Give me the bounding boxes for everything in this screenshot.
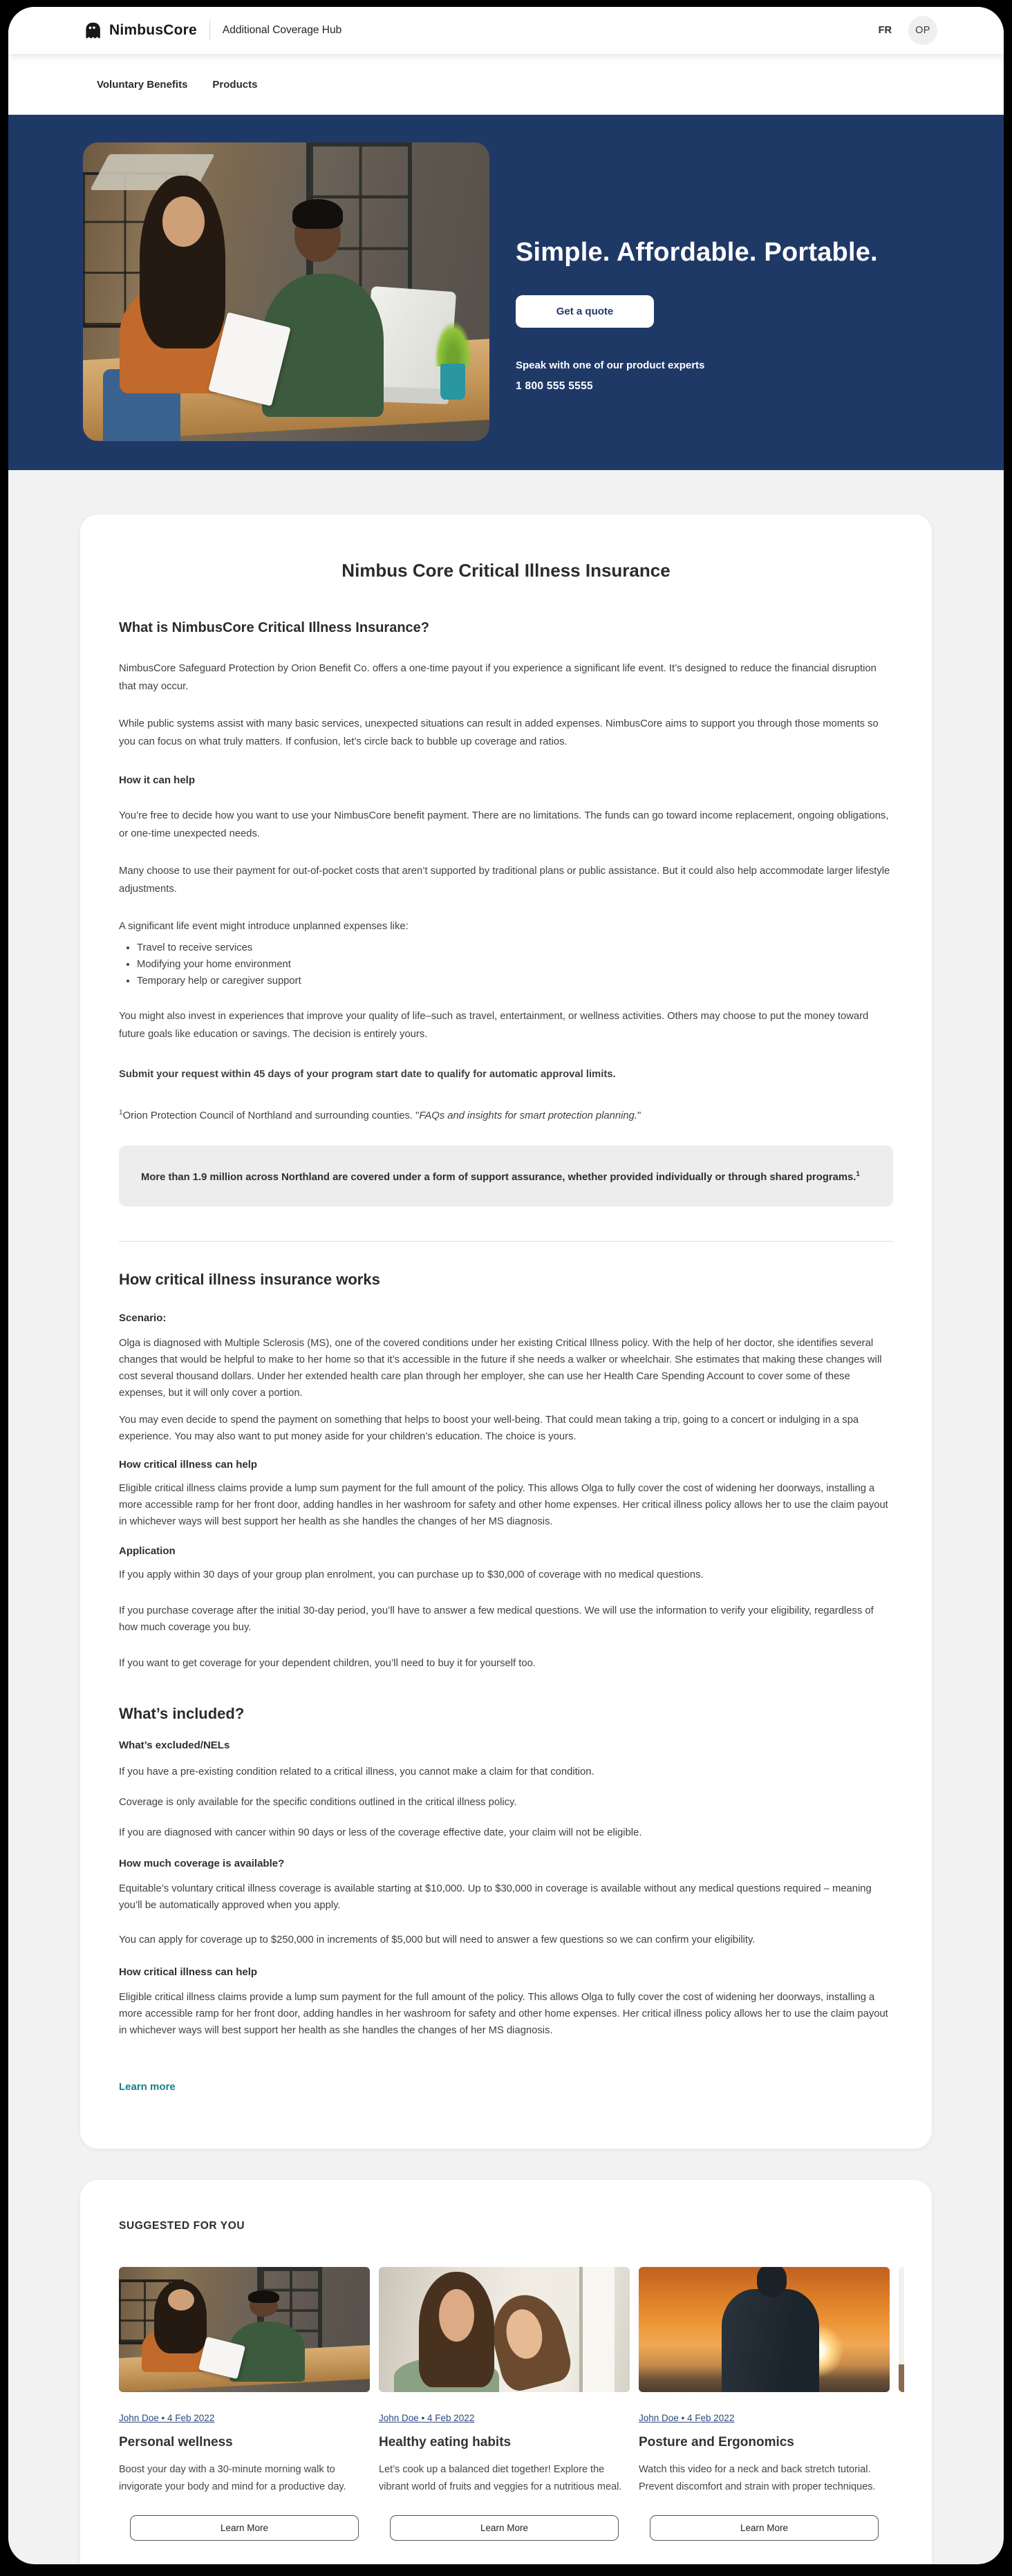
intro-paragraph: You might also invest in experiences that improve your quality of life–such as travel, entertainment, or wellness activities. Others may choose to put the money toward future goals like education or savings. The decision is entirely yours. (119, 1011, 869, 1040)
suggested-section (80, 2180, 932, 2564)
article-image-friends (379, 2267, 630, 2392)
included-subheading: How critical illness can help (119, 1966, 258, 1978)
get-a-quote-button[interactable]: Get a quote (516, 295, 654, 328)
article-meta-link[interactable]: John Doe • 4 Feb 2022 (119, 2412, 215, 2423)
intro-paragraph: Many choose to use their payment for out-of-pocket costs that aren’t supported by traditional plans or public assistance. But it could also help accommodate larger lifestyle adjustments. (119, 866, 890, 895)
works-subheading: Application (119, 1544, 176, 1557)
included-paragraph: Equitable’s voluntary critical illness coverage is available starting at $10,000. Up to $30,000 in coverage is available without any medical questions required – meaning you’ll be automatically approved when you apply. (119, 1883, 872, 1911)
topbar-actions (879, 16, 937, 45)
brand-divider (209, 20, 210, 41)
stat-callout: More than 1.9 million across Northland are covered under a form of support assurance, whether provided individually or through shared programs.$^1$ (119, 1146, 893, 1206)
works-paragraph: If you want to get coverage for your dependent children, you’ll need to buy it for yourself too. (119, 1657, 536, 1669)
intro-heading: What is NimbusCore Critical Illness Insurance? (119, 620, 430, 635)
suggested-card-personal-wellness (119, 2267, 370, 2541)
scenario-label: Scenario: (119, 1312, 167, 1324)
article-title: Healthy eating habits (379, 2434, 512, 2449)
intro-paragraph: You’re free to decide how you want to use your NimbusCore benefit payment. There are no limitations. The funds can go toward income replacement, ongoing obligations, or one-time unexpected needs. (119, 810, 889, 839)
footnote-quote: FAQs and insights for smart protection planning. (419, 1110, 637, 1121)
article-description: Let’s cook up a balanced diet together! Explore the vibrant world of fruits and veggies for a nutritious meal. (379, 2463, 622, 2492)
browser-window (8, 7, 1004, 2564)
expert-line: Speak with one of our product experts (516, 360, 705, 371)
article-title: Posture and Ergonomics (639, 2434, 794, 2449)
suggested-card-partial (899, 2267, 904, 2541)
hero-text-column (516, 142, 878, 441)
hub-title: Additional Coverage Hub (222, 24, 342, 36)
included-subheading: How much coverage is available? (119, 1857, 285, 1869)
list-item: • Travel to receive services (137, 940, 893, 956)
hero-heading: Simple. Affordable. Portable. (516, 238, 878, 267)
works-paragraph: You may even decide to spend the payment on something that helps to boost your well-being. That could mean taking a trip, going to a concert or indulging in a spa experience. You may also want to put money aside for your children’s education. The choice is yours. (119, 1414, 859, 1442)
learn-more-button[interactable]: Learn More (650, 2515, 879, 2541)
works-subheading: How critical illness can help (119, 1458, 258, 1471)
learn-more-button[interactable]: Learn More (130, 2515, 359, 2541)
article-meta-link[interactable]: John Doe • 4 Feb 2022 (379, 2412, 475, 2423)
page-title: Nimbus Core Critical Illness Insurance (341, 560, 671, 581)
included-paragraph: Coverage is only available for the specific conditions outlined in the critical illness policy. (119, 1796, 517, 1808)
suggested-heading: SUGGESTED FOR YOU (119, 2219, 245, 2232)
article-image-sunset (639, 2267, 890, 2392)
submit-note: Submit your request within 45 days of your program start date to qualify for automatic approval limits. (119, 1069, 616, 1080)
works-paragraph: Eligible critical illness claims provide a lump sum payment for the full amount of the policy. This allows Olga to fully cover the cost of widening her doorways, installing a more accessible ramp for her front door, adding handles in her washroom for safety and other home expenses. Her critical illness policy allows her to use the claim payout in whichever ways will best support her health as she handles the changes of her MS diagnosis. (119, 1482, 888, 1527)
top-bar (8, 7, 1004, 54)
suggested-card-posture-ergonomics (639, 2267, 890, 2541)
included-paragraph: If you have a pre-existing condition related to a critical illness, you cannot make a claim for that condition. (119, 1766, 594, 1777)
nav-item-products[interactable]: Products (212, 78, 258, 91)
nav-item-voluntary-benefits[interactable]: Voluntary Benefits (97, 78, 188, 91)
intro-paragraph: NimbusCore Safeguard Protection by Orion Benefit Co. offers a one-time payout if you experience a significant life event. It’s designed to reduce the financial disruption that may occur. (119, 663, 877, 692)
included-paragraph: Eligible critical illness claims provide a lump sum payment for the full amount of the policy. This allows Olga to fully cover the cost of widening her doorways, installing a more accessible ramp for her front door, adding handles in her washroom for safety and other home expenses. Her critical illness policy allows her to use the claim payout in whichever ways will best support her health as she handles the changes of her MS diagnosis. (119, 1991, 888, 2036)
list-item: • Temporary help or caregiver support (137, 973, 893, 989)
works-paragraph: If you apply within 30 days of your group plan enrolment, you can purchase up to $30,000 of coverage with no medical questions. (119, 1569, 704, 1580)
suggested-carousel[interactable] (119, 2267, 904, 2541)
intro-paragraph: A significant life event might introduce unplanned expenses like: (119, 921, 409, 932)
language-toggle-button[interactable]: FR (878, 25, 892, 36)
expense-list (137, 940, 893, 989)
learn-more-button[interactable]: Learn More (390, 2515, 619, 2541)
footnote-sup: 1 (119, 1109, 123, 1117)
article-image-partial (899, 2267, 904, 2392)
brand-name: NimbusCore (109, 22, 197, 38)
works-paragraph: If you purchase coverage after the initial 30-day period, you’ll have to answer a few medical questions. We will use the information to verify your eligibility, regardless of how much coverage you buy. (119, 1605, 874, 1633)
included-paragraph: If you are diagnosed with cancer within 90 days or less of the coverage effective date, your claim will not be eligible. (119, 1827, 642, 1838)
article-title: Personal wellness (119, 2434, 233, 2449)
article-card (80, 514, 932, 2149)
page-body (8, 470, 1004, 2564)
works-paragraph: Olga is diagnosed with Multiple Sclerosis (MS), one of the covered conditions under her existing Critical Illness policy. With the help of her doctor, she identifies several changes that would be helpful to make to her home so that it’s accessible in the future if she needs a walker or wheelchair. She estimates that making these changes will cost several thousand dollars. Under her extended health care plan through her employer, she can use her Health Care Spending Account to cover some of these expenses, but it will only cover a portion. (119, 1337, 882, 1399)
list-item: • Modifying your home environment (137, 956, 893, 973)
article-description: Watch this video for a neck and back stretch tutorial. Prevent discomfort and strain with proper techniques. (639, 2463, 876, 2492)
included-paragraph: You can apply for coverage up to $250,000 in increments of $5,000 but will need to answer a few questions so we can confirm your eligibility. (119, 1934, 756, 1945)
section-divider (119, 1241, 893, 1242)
article-meta-link[interactable]: John Doe • 4 Feb 2022 (639, 2412, 735, 2423)
intro-paragraph: While public systems assist with many basic services, unexpected situations can result in added expenses. NimbusCore aims to support you through those moments so you can focus on what truly matters. If confusion, let’s circle back to bubble up coverage and ratios. (119, 718, 879, 747)
user-avatar[interactable]: OP (908, 16, 937, 45)
secondary-nav (8, 54, 1004, 115)
included-heading: What’s included? (119, 1704, 245, 1722)
intro-subheading: How it can help (119, 774, 196, 786)
hero-photo (83, 142, 489, 441)
brand-area (8, 20, 341, 41)
phone-number: 1 800 555 5555 (516, 380, 593, 392)
couple-photo-illustration (83, 142, 489, 441)
ghost-icon (83, 21, 102, 40)
article-description: Boost your day with a 30-minute morning walk to invigorate your body and mind for a productive day. (119, 2463, 346, 2492)
hero-section (8, 115, 1004, 470)
footnote: $^1$Orion Protection Council of Northland and surrounding counties. "FAQs and insights for smart protection planning." (119, 1109, 641, 1121)
works-heading: How critical illness insurance works (119, 1270, 380, 1288)
included-subheading: What’s excluded/NELs (119, 1739, 230, 1751)
article-image-couple (119, 2267, 370, 2392)
suggested-card-healthy-eating (379, 2267, 630, 2541)
learn-more-link[interactable]: Learn more (119, 2080, 176, 2093)
callout-sup: 1 (856, 1170, 860, 1178)
